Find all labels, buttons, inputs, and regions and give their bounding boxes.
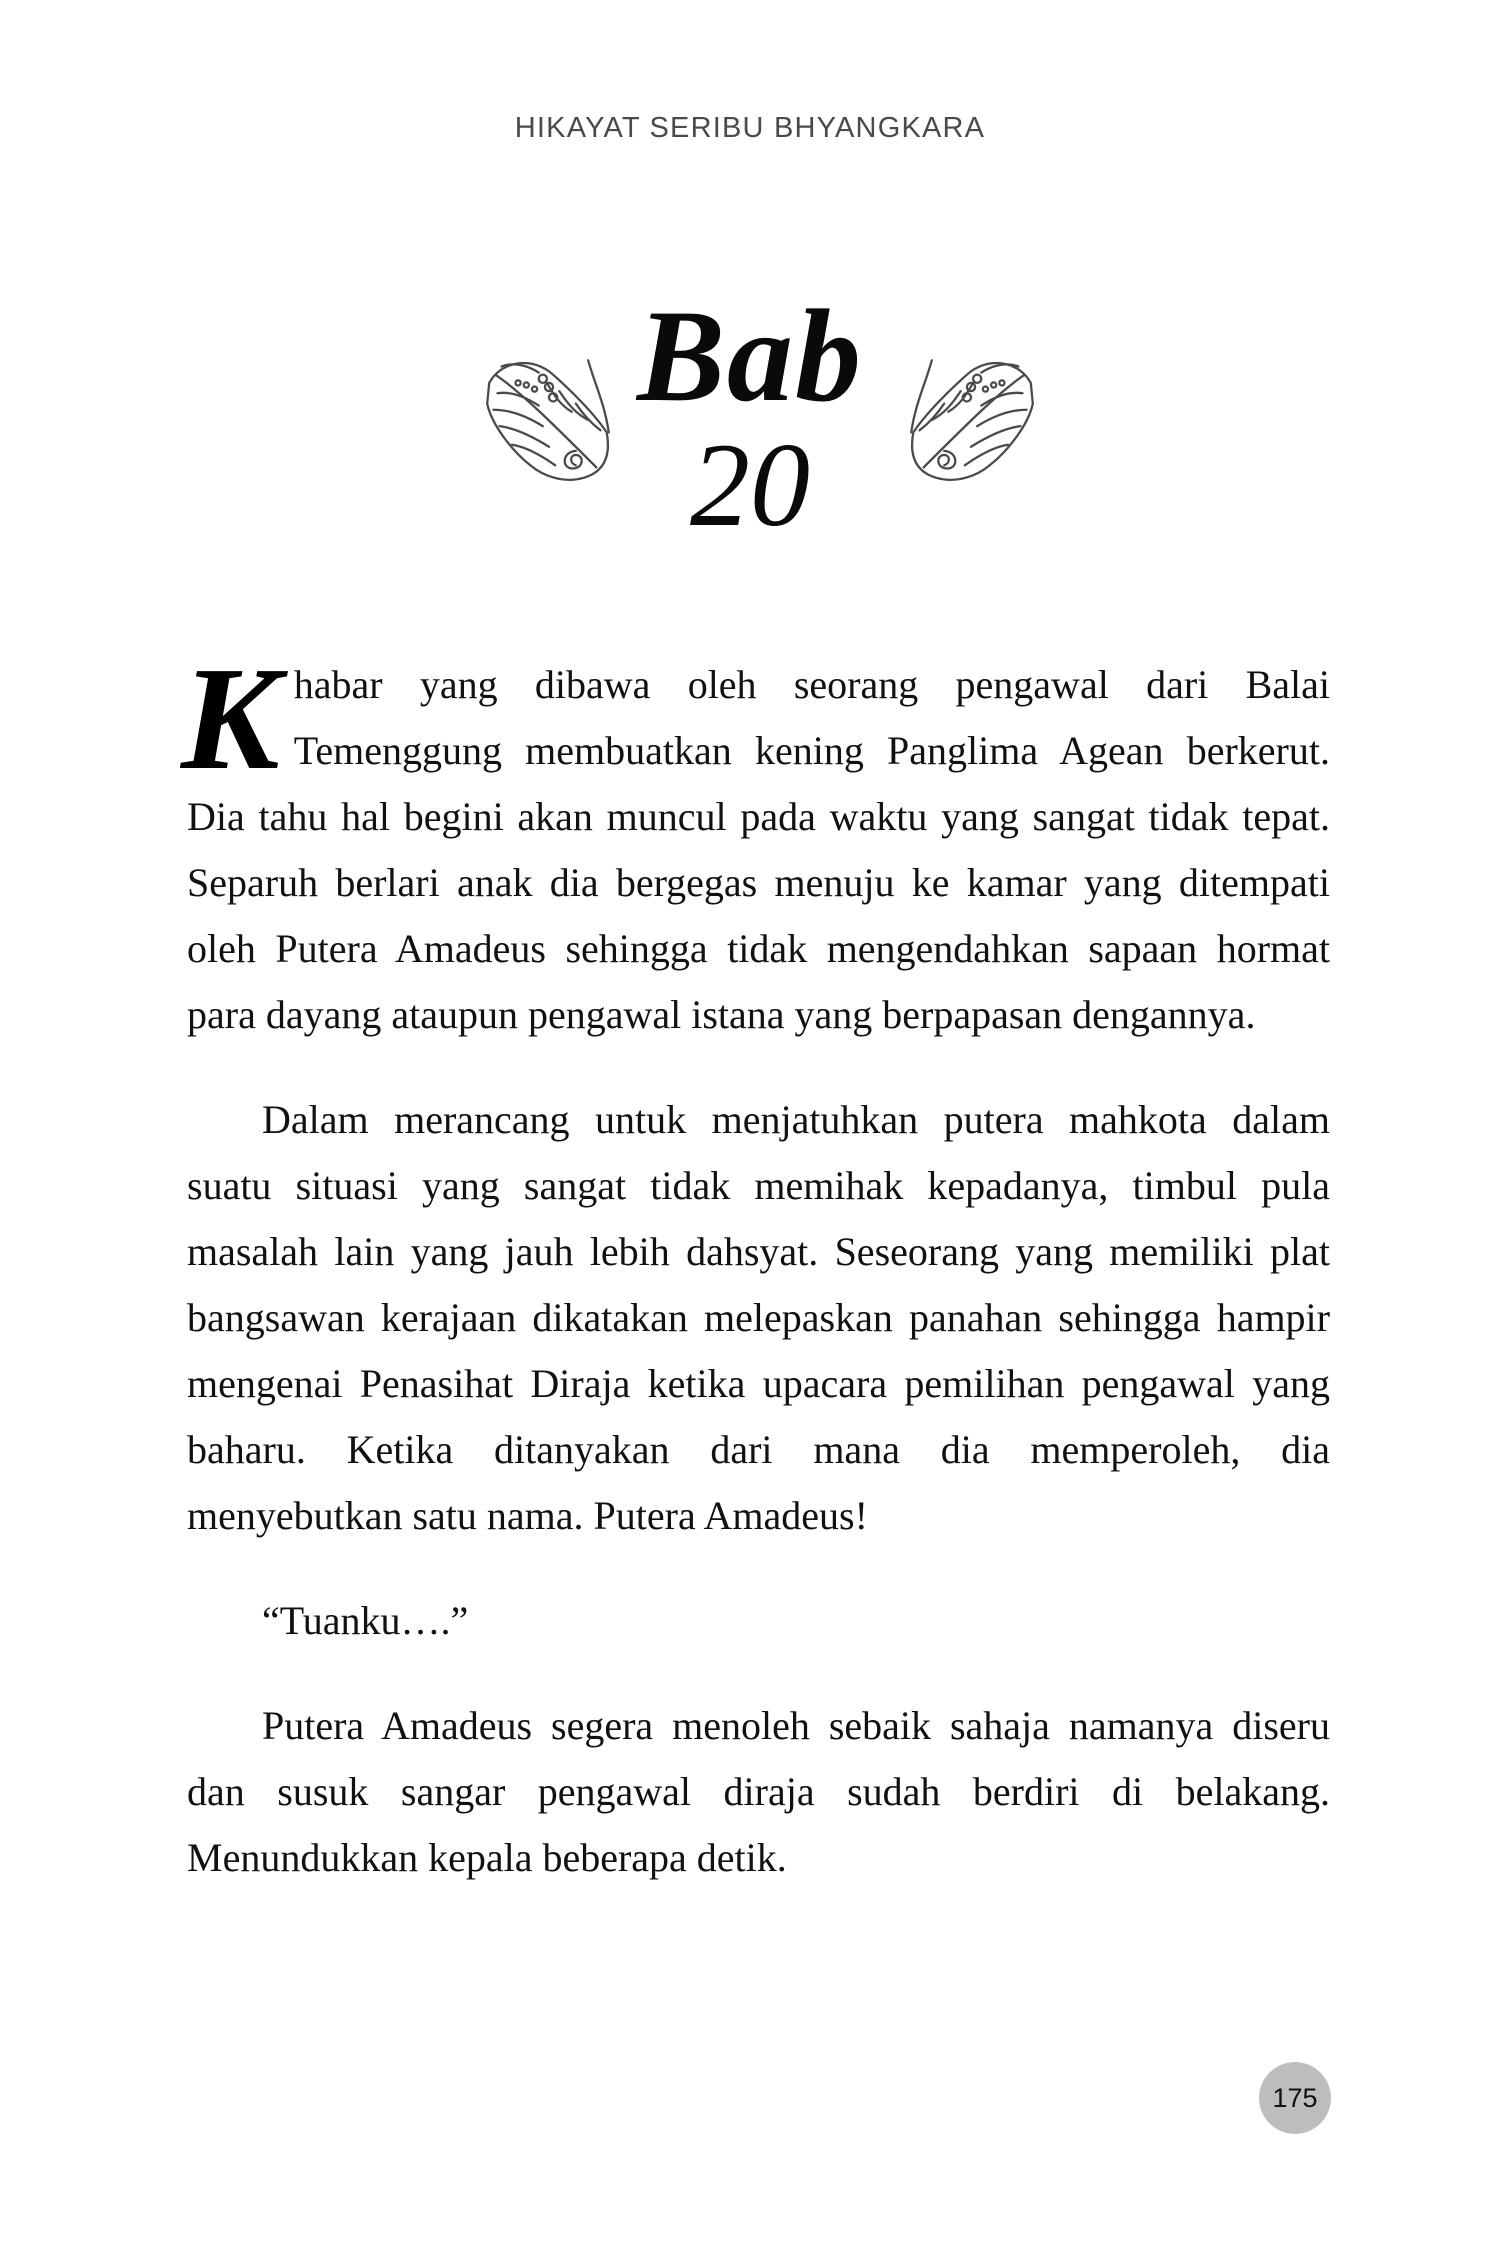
paragraph: Dalam merancang untuk menjatuhkan putera mahkota dalam suatu situasi yang sangat tidak memihak kepadanya, timbul pula masalah lain yang jauh lebih dahsyat. Seseorang yang memiliki plat bangsawan kerajaan dikatakan melepaskan panahan sehingga hampir mengenai Penasihat Diraja ketika upacara pemilihan pengawal yang baharu. Ketika ditanyakan dari mana dia memperoleh, dia menyebutkan satu nama. Putera Amadeus! [187,1097,1330,1538]
page-number-badge: 175 [1259,2062,1331,2134]
paragraph-text: habar yang dibawa oleh seorang pengawal dari Balai Temenggung membuatkan kening Panglima Agean berkerut. Dia tahu hal begini akan muncul pada waktu yang sangat tidak tepat. Separuh berlari anak dia bergegas menuju ke kamar yang ditempati oleh Putera Amadeus sehingga tidak mengendahkan sapaan hormat para dayang ataupun pengawal istana yang berpapasan dengannya. [187,662,1330,1037]
chapter-number: 20 [690,418,810,551]
paragraph [181,637,1330,1048]
drop-cap: K [181,637,280,801]
chapter-title-word: Bab [636,282,864,429]
running-header: HIKAYAT SERIBU BHYANGKARA [514,112,986,144]
chapter-body [181,637,1330,1930]
paragraph: Putera Amadeus segera menoleh sebaik sahaja namanya diseru dan susuk sangar pengawal diraja sudah berdiri di belakang. Menundukkan kepala beberapa detik. [187,1703,1330,1880]
dialogue-line: “Tuanku….” [262,1598,469,1643]
